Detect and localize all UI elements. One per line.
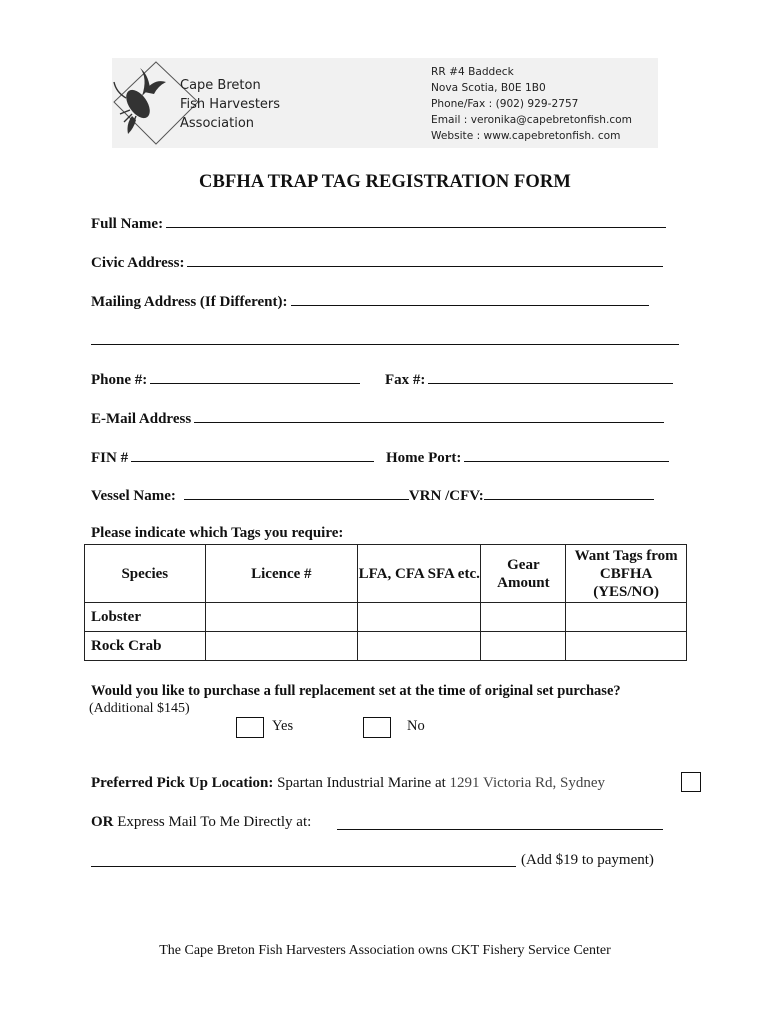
column-header-licence: Licence # [205,545,357,603]
contact-block [431,64,632,144]
express-mail-line-2[interactable] [91,866,516,867]
pickup-checkbox[interactable] [681,772,701,792]
full-name-line[interactable] [166,214,666,228]
mailing-address-line[interactable] [291,292,649,306]
org-name [180,76,280,133]
yes-label: Yes [272,718,294,734]
contact-address-1: RR #4 Baddeck [431,66,514,78]
table-row [85,603,687,632]
tags-header-row [85,545,687,603]
licence-cell[interactable] [205,632,357,661]
org-name-line: Association [180,116,255,131]
org-name-line: Fish Harvesters [180,97,281,112]
replacement-question: Would you like to purchase a full replacement set at the time of original set purchase? [91,683,621,699]
tags-prompt: Please indicate which Tags you require: [91,525,344,541]
org-name-line: Cape Breton [180,78,261,93]
want-tags-cell[interactable] [566,632,687,661]
tags-table [84,544,687,661]
contact-email: Email : veronika@capebretonfish.com [431,114,632,126]
phone-label: Phone #: [91,372,148,388]
contact-phone: Phone/Fax : (902) 929-2757 [431,98,579,110]
lfa-cell[interactable] [358,632,481,661]
full-name-label: Full Name: [91,216,164,232]
pickup-address: 1291 Victoria Rd, Sydney [449,775,606,791]
column-header-want-tags: Want Tags from CBFHA (YES/NO) [566,545,687,603]
yes-checkbox[interactable] [236,717,264,738]
full-name-field[interactable] [91,214,666,233]
gear-amount-cell[interactable] [481,603,566,632]
replacement-note: (Additional $145) [89,701,190,716]
letterhead [112,58,658,148]
fax-field[interactable] [385,370,673,389]
pickup-location [91,775,605,792]
want-tags-cell[interactable] [566,603,687,632]
table-row [85,632,687,661]
email-label: E-Mail Address [91,411,192,427]
vrn-line[interactable] [484,486,654,500]
mailing-address-field[interactable] [91,292,649,311]
gear-amount-cell[interactable] [481,632,566,661]
no-checkbox[interactable] [363,717,391,738]
civic-address-field[interactable] [91,253,663,272]
home-port-line[interactable] [464,448,669,462]
licence-cell[interactable] [205,603,357,632]
fin-field[interactable] [91,448,374,467]
home-port-label: Home Port: [386,450,462,466]
civic-address-label: Civic Address: [91,255,185,271]
or-label: OR [91,814,114,830]
phone-line[interactable] [150,370,360,384]
column-header-lfa: LFA, CFA SFA etc. [358,545,481,603]
express-fee-note: (Add $19 to payment) [521,852,654,868]
species-cell: Rock Crab [85,632,206,661]
species-cell: Lobster [85,603,206,632]
vessel-name-line[interactable] [184,486,409,500]
contact-address-2: Nova Scotia, B0E 1B0 [431,82,546,94]
form-title: CBFHA TRAP TAG REGISTRATION FORM [199,172,571,192]
civic-address-line[interactable] [187,253,663,267]
fin-label: FIN # [91,450,129,466]
email-line[interactable] [194,409,664,423]
pickup-label: Preferred Pick Up Location: [91,775,274,791]
express-mail-label: Express Mail To Me Directly at: [117,814,312,830]
phone-field[interactable] [91,370,360,389]
mailing-address-line-2[interactable] [91,344,679,345]
mailing-address-label: Mailing Address (If Different): [91,294,288,310]
fax-line[interactable] [428,370,673,384]
pickup-place: Spartan Industrial Marine at [277,775,446,791]
footer-note: The Cape Breton Fish Harvesters Association owns CKT Fishery Service Center [159,943,611,958]
no-label: No [407,718,425,734]
vessel-name-label: Vessel Name: [91,488,176,504]
lfa-cell[interactable] [358,603,481,632]
contact-website: Website : www.capebretonfish. com [431,130,621,142]
express-mail-field[interactable] [91,814,311,831]
home-port-field[interactable] [386,448,669,467]
fin-line[interactable] [131,448,374,462]
vrn-label: VRN /CFV: [408,488,484,504]
column-header-species: Species [85,545,206,603]
vessel-name-field[interactable] [91,486,654,505]
express-mail-line[interactable] [337,829,663,830]
column-header-gear-amount: Gear Amount [481,545,566,603]
email-field[interactable] [91,409,664,428]
fax-label: Fax #: [385,372,426,388]
